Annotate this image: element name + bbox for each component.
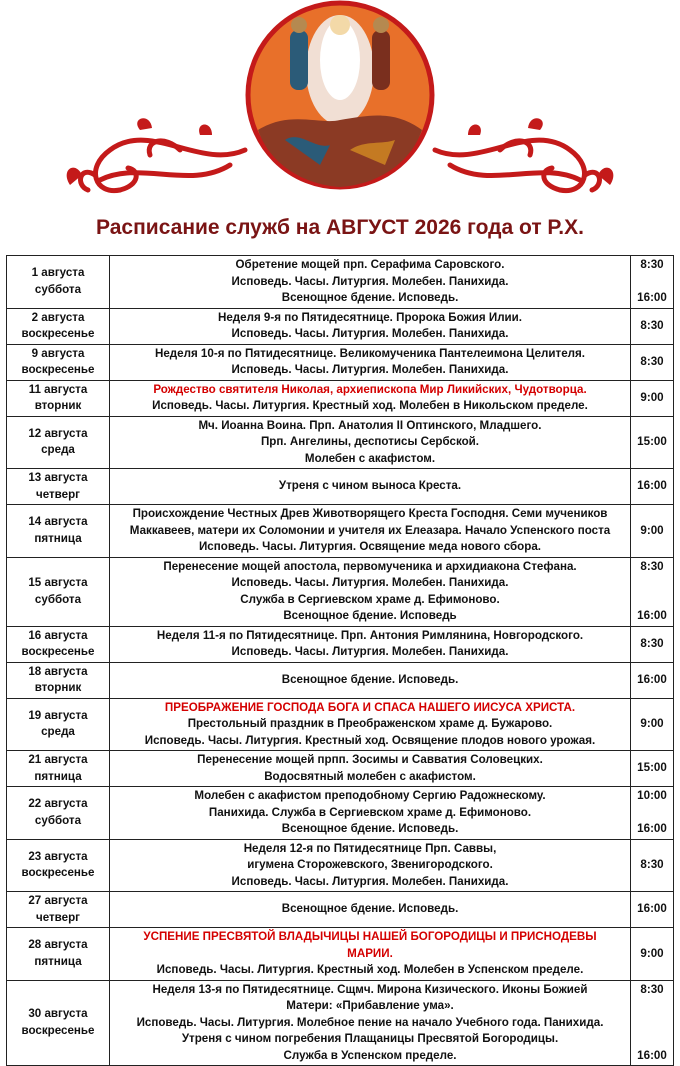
row-time [631, 892, 674, 928]
row-date [7, 928, 110, 981]
row-date [7, 308, 110, 344]
row-description [110, 839, 631, 892]
service-line: Панихида. Служба в Сергиевском храме д. Ефимоново. [208, 805, 532, 819]
row-description [110, 380, 631, 416]
service-line: Исповедь. Часы. Литургия. Крестный ход. Молебен в Успенском пределе. [156, 963, 584, 976]
schedule-row [7, 839, 674, 892]
row-weekday: воскресенье [21, 645, 95, 658]
row-day: 22 августа [28, 797, 88, 811]
row-day: 18 августа [28, 664, 88, 678]
row-date [7, 416, 110, 469]
feast-title: УСПЕНИЕ ПРЕСВЯТОЙ ВЛАДЫЧИЦЫ НАШЕЙ БОГОРОДИЦЫ И ПРИСНОДЕВЫ [143, 930, 597, 943]
service-line: Неделя 12-я по Пятидесятнице Прп. Саввы, [243, 841, 497, 855]
row-date [7, 698, 110, 751]
row-time [631, 256, 674, 309]
schedule-row [7, 787, 674, 840]
row-time [631, 344, 674, 380]
row-date [7, 980, 110, 1066]
service-time: 16:00 [637, 291, 667, 304]
row-time [631, 787, 674, 840]
service-line: Перенесение мощей прпп. Зосимы и Савватия Соловецких. [197, 753, 543, 766]
row-description [110, 626, 631, 662]
service-line: Обретение мощей прп. Серафима Саровского. [235, 258, 505, 271]
schedule-row [7, 892, 674, 928]
ornament-svg [0, 0, 680, 210]
service-line: Мч. Иоанна Воина. Прп. Анатолия II Оптинского, Младшего. [198, 418, 542, 432]
row-weekday: вторник [34, 399, 82, 412]
service-line: Исповедь. Часы. Литургия. Молебен. Панихида. [231, 576, 509, 589]
row-time [631, 626, 674, 662]
feast-title: Рождество святителя Николая, архиепископа Мир Ликийских, Чудотворца. [153, 382, 587, 396]
service-line: Всенощное бдение. Исповедь. [281, 672, 459, 686]
schedule-row [7, 557, 674, 626]
row-time [631, 505, 674, 558]
service-line: Исповедь. Часы. Литургия. Крестный ход. Освящение плодов нового урожая. [144, 733, 596, 747]
service-line: Маккавеев, матери их Соломонии и учителя их Елеазара. Начало Успенского поста [129, 523, 611, 537]
service-line: Престольный праздник в Преображенском храме д. Бужарово. [187, 717, 553, 730]
service-line: Исповедь. Часы. Литургия. Освящение меда нового сбора. [198, 540, 542, 553]
service-time: 8:30 [640, 858, 664, 871]
row-date [7, 662, 110, 698]
row-weekday: воскресенье [21, 363, 95, 376]
row-weekday: суббота [34, 282, 82, 296]
header-ornament [0, 0, 680, 210]
row-description [110, 751, 631, 787]
row-description [110, 787, 631, 840]
row-weekday: суббота [34, 592, 82, 606]
row-weekday: пятница [34, 769, 82, 783]
row-day: 2 августа [31, 310, 85, 324]
service-line: Исповедь. Часы. Литургия. Молебен. Панихида. [231, 874, 509, 888]
service-line: Неделя 11-я по Пятидесятнице. Прп. Антония Римлянина, Новгородского. [156, 628, 584, 642]
row-weekday: воскресенье [21, 1023, 95, 1037]
service-line: игумена Сторожевского, Звенигородского. [247, 858, 493, 871]
schedule-row [7, 698, 674, 751]
service-line: Молебен с акафистом. [304, 451, 436, 465]
row-time [631, 698, 674, 751]
feast-title: МАРИИ. [347, 946, 393, 960]
service-time: 8:30 [640, 258, 664, 271]
row-day: 9 августа [31, 346, 85, 360]
service-time: 8:30 [640, 636, 664, 650]
schedule-row [7, 505, 674, 558]
service-line: Перенесение мощей апостола, первомученика и архидиакона Стефана. [163, 559, 577, 573]
row-date [7, 380, 110, 416]
left-scroll-ornament [81, 140, 245, 190]
service-line: Матери: «Прибавление ума». [286, 999, 454, 1012]
row-day: 12 августа [28, 426, 88, 440]
schedule-row [7, 662, 674, 698]
row-day: 1 августа [31, 266, 85, 280]
service-line: Утреня с чином погребения Плащаницы Пресвятой Богородицы. [181, 1032, 559, 1045]
feast-title: ПРЕОБРАЖЕНИЕ ГОСПОДА БОГА И СПАСА НАШЕГО ИИСУСА ХРИСТА. [164, 700, 576, 714]
schedule-row [7, 416, 674, 469]
row-description [110, 928, 631, 981]
service-time: 15:00 [637, 761, 667, 775]
service-line: Исповедь. Часы. Литургия. Молебен. Панихида. [231, 274, 509, 288]
service-line: Происхождение Честных Древ Животворящего Креста Господня. Семи мучеников [132, 507, 608, 520]
service-time: 9:00 [640, 717, 664, 730]
row-day: 23 августа [28, 849, 88, 863]
row-weekday: воскресенье [21, 327, 95, 340]
schedule-table [6, 255, 674, 1066]
row-date [7, 344, 110, 380]
schedule-row [7, 928, 674, 981]
schedule-row [7, 308, 674, 344]
service-time: 8:30 [640, 982, 664, 996]
right-scroll-ornament [435, 140, 599, 190]
row-date [7, 626, 110, 662]
transfiguration-icon [248, 3, 432, 187]
row-description [110, 505, 631, 558]
service-line: Всенощное бдение. Исповедь. [281, 291, 459, 304]
service-time: 8:30 [640, 354, 664, 368]
row-day: 19 августа [28, 708, 88, 722]
row-weekday: вторник [34, 681, 82, 694]
service-line: Исповедь. Часы. Литургия. Крестный ход. Молебен в Никольском пределе. [152, 399, 588, 412]
row-date [7, 751, 110, 787]
row-description [110, 344, 631, 380]
row-date [7, 505, 110, 558]
row-date [7, 557, 110, 626]
row-time [631, 751, 674, 787]
service-time: 8:30 [640, 559, 664, 573]
service-time: 9:00 [640, 946, 664, 960]
row-weekday: воскресенье [21, 866, 95, 880]
row-weekday: среда [41, 725, 75, 739]
row-day: 16 августа [28, 628, 88, 642]
service-time: 16:00 [637, 1048, 667, 1062]
service-line: Утреня с чином выноса Креста. [278, 479, 462, 493]
service-time: 8:30 [640, 318, 664, 332]
service-line: Неделя 13-я по Пятидесятнице. Сщмч. Мирона Кизического. Иконы Божией [152, 982, 588, 996]
service-time: 10:00 [637, 789, 667, 802]
row-day: 28 августа [28, 938, 88, 952]
row-day: 11 августа [28, 382, 88, 396]
row-description [110, 308, 631, 344]
row-day: 27 августа [28, 894, 88, 907]
service-line: Исповедь. Часы. Литургия. Молебен. Панихида. [231, 327, 509, 340]
row-day: 14 августа [28, 515, 88, 529]
row-time [631, 416, 674, 469]
row-date [7, 892, 110, 928]
service-time: 9:00 [640, 523, 664, 537]
service-line: Исповедь. Часы. Литургия. Молебное пение на начало Учебного года. Панихида. [136, 1015, 604, 1029]
row-date [7, 787, 110, 840]
service-line: Служба в Успенском пределе. [283, 1048, 457, 1062]
row-time [631, 380, 674, 416]
schedule-row [7, 626, 674, 662]
row-description [110, 416, 631, 469]
service-time: 16:00 [637, 479, 667, 493]
row-weekday: среда [41, 443, 75, 457]
row-time [631, 557, 674, 626]
row-weekday: пятница [34, 531, 82, 545]
row-time [631, 839, 674, 892]
service-time: 16:00 [637, 609, 667, 622]
service-line: Служба в Сергиевском храме д. Ефимоново. [240, 592, 500, 606]
service-line: Неделя 9-я по Пятидесятнице. Пророка Божия Илии. [217, 310, 523, 324]
service-line: Молебен с акафистом преподобному Сергию Радожнескому. [194, 789, 546, 802]
service-line: Исповедь. Часы. Литургия. Молебен. Панихида. [231, 645, 509, 658]
row-date [7, 256, 110, 309]
schedule-row [7, 980, 674, 1066]
service-line: Всенощное бдение. Исповедь [283, 609, 457, 622]
service-time: 16:00 [637, 822, 667, 835]
service-line: Всенощное бдение. Исповедь. [281, 902, 459, 916]
page-title: Расписание служб на АВГУСТ 2026 года от Р.Х. [96, 216, 584, 239]
row-date [7, 469, 110, 505]
row-time [631, 928, 674, 981]
row-weekday: четверг [35, 910, 81, 924]
row-time [631, 662, 674, 698]
row-time [631, 308, 674, 344]
service-line: Исповедь. Часы. Литургия. Молебен. Панихида. [231, 363, 509, 376]
row-weekday: пятница [34, 954, 82, 968]
row-day: 15 августа [28, 576, 88, 589]
row-weekday: суббота [34, 813, 82, 827]
row-description [110, 698, 631, 751]
service-time: 9:00 [640, 390, 664, 404]
service-time: 15:00 [637, 435, 667, 448]
row-description [110, 892, 631, 928]
row-day: 30 августа [28, 1007, 88, 1021]
schedule-row [7, 469, 674, 505]
service-time: 16:00 [637, 902, 667, 916]
row-day: 13 августа [28, 471, 88, 484]
service-time: 16:00 [637, 672, 667, 686]
row-description [110, 469, 631, 505]
row-description [110, 557, 631, 626]
row-time [631, 980, 674, 1066]
row-description [110, 662, 631, 698]
schedule-row [7, 380, 674, 416]
row-description [110, 256, 631, 309]
row-day: 21 августа [28, 753, 88, 766]
service-line: Всенощное бдение. Исповедь. [281, 822, 459, 835]
row-description [110, 980, 631, 1066]
service-line: Водосвятный молебен с акафистом. [264, 769, 476, 783]
schedule-row [7, 256, 674, 309]
schedule-row [7, 344, 674, 380]
schedule-row [7, 751, 674, 787]
row-weekday: четверг [35, 487, 81, 501]
service-line: Прп. Ангелины, деспотисы Сербской. [260, 435, 480, 448]
row-time [631, 469, 674, 505]
service-line: Неделя 10-я по Пятидесятнице. Великомученика Пантелеимона Целителя. [154, 346, 586, 360]
row-date [7, 839, 110, 892]
schedule-body [7, 256, 674, 1066]
